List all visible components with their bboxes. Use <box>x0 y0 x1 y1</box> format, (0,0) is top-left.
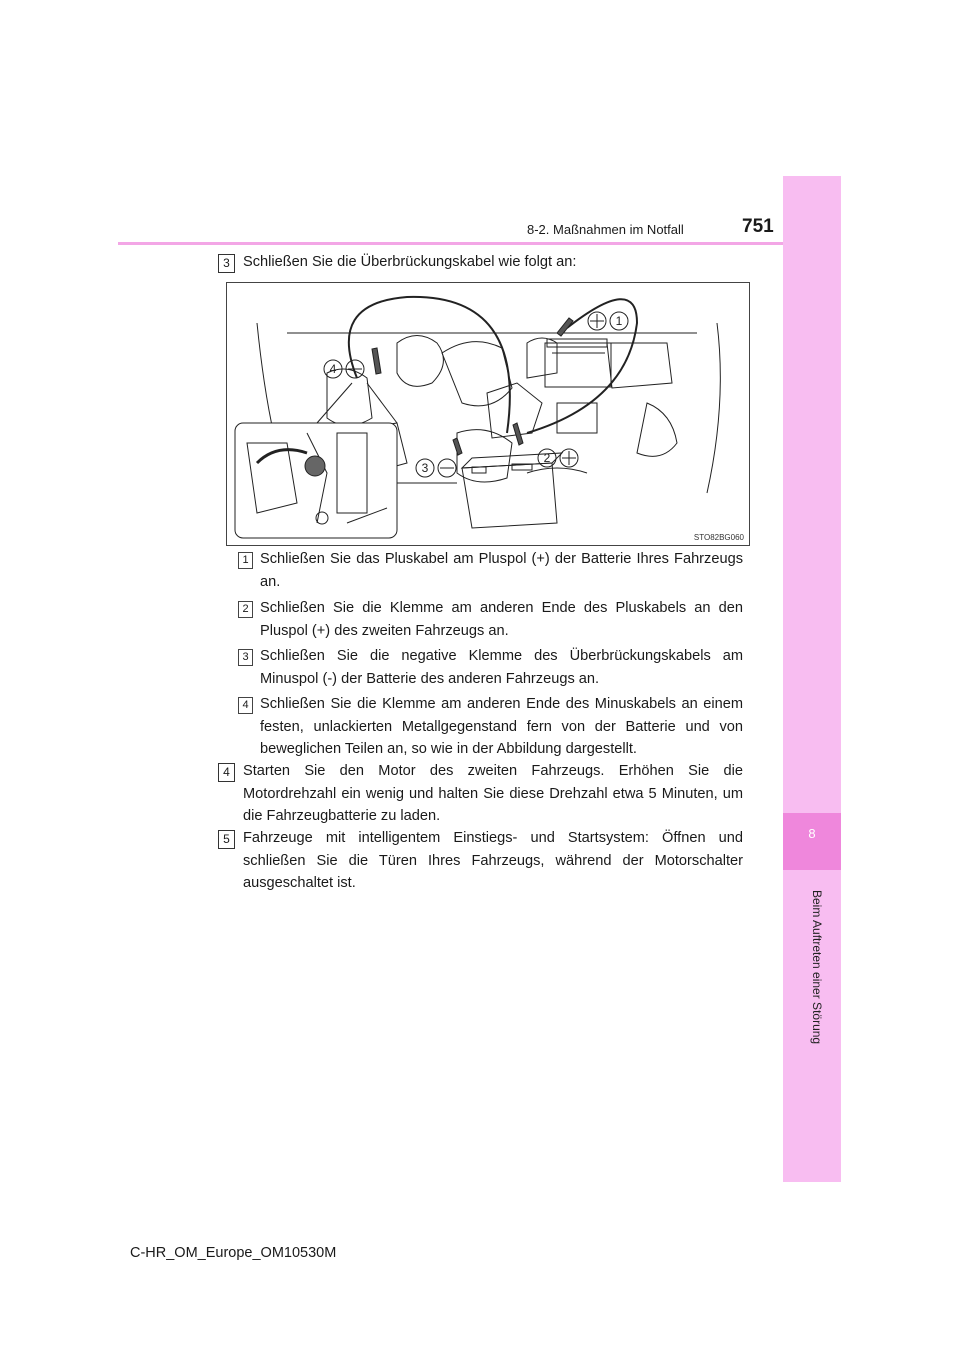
callout-1: 1 <box>615 314 623 328</box>
substep-4-text: Schließen Sie die Klemme am anderen Ende des Minuskabels an einem festen, unlackierten Metallgegenstand fern von der Batterie und von beweglichen Teilen an, so wie in der Abbildung dargestellt. <box>260 696 743 757</box>
substep-2-text: Schließen Sie die Klemme am anderen Ende des Pluskabels an den Pluspol (+) des zweiten Fahrzeugs an. <box>260 600 743 639</box>
chapter-label: Beim Auftreten einer Störung <box>810 890 824 1045</box>
substep-badge-4: 4 <box>238 697 253 714</box>
section-title: 8-2. Maßnahmen im Notfall <box>527 222 684 237</box>
step-5-text: Fahrzeuge mit intelligentem Einstiegs- und Startsystem: Öffnen und schließen Sie die Türen Ihres Fahrzeugs, während der Motorschalter ausgeschaltet ist. <box>243 830 743 891</box>
step-4-text: Starten Sie den Motor des zweiten Fahrzeugs. Erhöhen Sie die Motordrehzahl ein wenig und halten Sie diese Drehzahl etwa 5 Minuten, um die Fahrzeugbatterie zu laden. <box>243 763 743 824</box>
step-badge-4: 4 <box>218 763 235 782</box>
header-divider <box>118 242 840 245</box>
document-id: C-HR_OM_Europe_OM10530M <box>130 1245 337 1261</box>
callout-4: 4 <box>329 362 337 376</box>
step-badge-5: 5 <box>218 830 235 849</box>
substep-1-text: Schließen Sie das Pluskabel am Pluspol (+) der Batterie Ihres Fahrzeugs an. <box>260 551 743 590</box>
figure-code: STO82BG060 <box>693 533 744 542</box>
jump-start-illustration <box>226 282 750 546</box>
substep-badge-3: 3 <box>238 649 253 666</box>
callout-3: 3 <box>421 461 429 475</box>
step-3-text: Schließen Sie die Überbrückungskabel wie folgt an: <box>243 254 577 270</box>
engine-bay-drawing <box>227 283 749 545</box>
callout-2: 2 <box>543 451 551 465</box>
chapter-number: 8 <box>808 826 816 841</box>
substep-badge-1: 1 <box>238 552 253 569</box>
substep-3-text: Schließen Sie die negative Klemme des Überbrückungskabels am Minuspol (-) der Batterie des anderen Fahrzeugs an. <box>260 648 743 687</box>
page-number: 751 <box>742 216 774 237</box>
step-badge-3: 3 <box>218 254 235 273</box>
chapter-number-tab <box>783 813 841 870</box>
substep-badge-2: 2 <box>238 601 253 618</box>
